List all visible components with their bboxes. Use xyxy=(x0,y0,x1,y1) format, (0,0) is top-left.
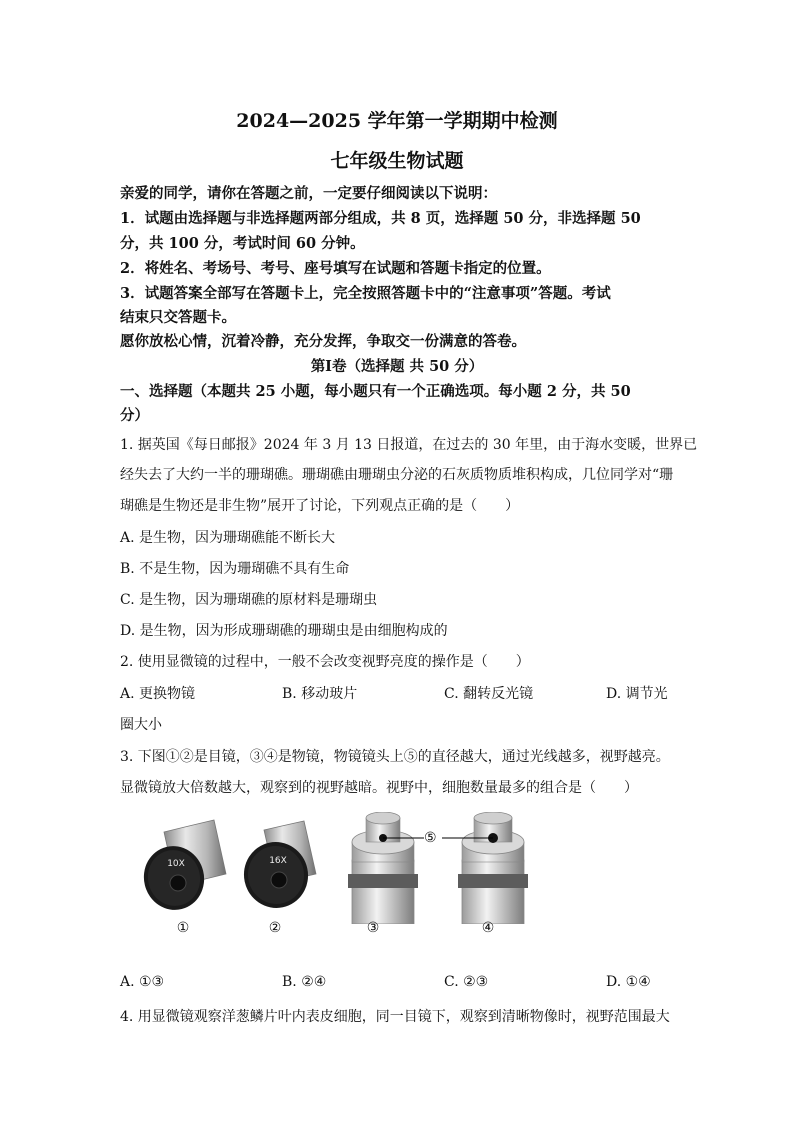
q2-option-d-wrap: 圈大小 xyxy=(120,717,162,733)
q3-option-d: D. ①④ xyxy=(606,974,651,990)
eyepiece-10x xyxy=(137,820,226,916)
q2-stem: 2. 使用显微镜的过程中，一般不会改变视野亮度的操作是（ ） xyxy=(120,654,530,670)
q2-option-d: D. 调节光 xyxy=(606,686,668,702)
q3-option-b: B. ②④ xyxy=(282,974,327,990)
objective-lens-3 xyxy=(348,812,418,924)
exam-title: 2024—2025 学年第一学期期中检测 xyxy=(236,110,558,132)
figure-label-1: ① xyxy=(176,920,190,936)
q1-stem-line2: 经失去了大约一半的珊瑚礁。珊瑚礁由珊瑚虫分泌的石灰质物质堆积构成，几位同学对“珊 xyxy=(120,467,674,483)
instructions-item1-line2: 分，共 100 分，考试时间 60 分钟。 xyxy=(120,235,365,252)
figure-label-4: ④ xyxy=(481,920,495,936)
exam-subtitle: 七年级生物试题 xyxy=(330,150,464,172)
q1-stem-line3: 瑚礁是生物还是非生物”展开了讨论，下列观点正确的是（ ） xyxy=(120,498,520,514)
eyepiece-16x-label: 16X xyxy=(269,856,287,866)
objective-lens-4 xyxy=(458,812,528,924)
eyepiece-16x xyxy=(238,821,316,914)
q1-option-d: D. 是生物，因为形成珊瑚礁的珊瑚虫是由细胞构成的 xyxy=(120,623,448,639)
section-heading-line2: 分） xyxy=(120,407,149,424)
q2-option-b: B. 移动玻片 xyxy=(282,686,358,702)
instructions-item2: 2．将姓名、考场号、考号、座号填写在试题和答题卡指定的位置。 xyxy=(120,260,551,277)
q3-option-c: C. ②③ xyxy=(444,974,489,990)
q1-option-c: C. 是生物，因为珊瑚礁的原材料是珊瑚虫 xyxy=(120,592,378,608)
q1-option-b: B. 不是生物，因为珊瑚礁不具有生命 xyxy=(120,561,350,577)
figure-label-2: ② xyxy=(268,920,282,936)
q1-option-a: A. 是生物，因为珊瑚礁能不断长大 xyxy=(120,530,336,546)
instructions-wish: 愿你放松心情，沉着冷静，充分发挥，争取交一份满意的答卷。 xyxy=(120,333,526,350)
q1-stem-line1: 1. 据英国《每日邮报》2024 年 3 月 13 日报道，在过去的 30 年里，由于海水变暖，世界已 xyxy=(120,437,698,453)
figure-label-3: ③ xyxy=(366,920,380,936)
q3-stem-line2: 显微镜放大倍数越大，观察到的视野越暗。视野中，细胞数量最多的组合是（ ） xyxy=(120,780,638,796)
instructions-item3-line2: 结束只交答题卡。 xyxy=(120,309,236,326)
instructions-greeting: 亲爱的同学，请你在答题之前，一定要仔细阅读以下说明： xyxy=(120,185,497,202)
instructions-item3-line1: 3．试题答案全部写在答题卡上，完全按照答题卡中的“注意事项”答题。考试 xyxy=(120,285,611,302)
eyepiece-10x-label: 10X xyxy=(167,859,185,869)
q4-stem-line1: 4. 用显微镜观察洋葱鳞片叶内表皮细胞，同一目镜下，观察到清晰物像时，视野范围最大 xyxy=(120,1009,670,1025)
part-title: 第Ⅰ卷（选择题 共 50 分） xyxy=(310,358,484,375)
microscope-lenses-figure xyxy=(130,812,550,924)
q2-option-a: A. 更换物镜 xyxy=(120,686,196,702)
callout-label: ⑤ xyxy=(424,830,437,846)
q2-option-c: C. 翻转反光镜 xyxy=(444,686,534,702)
q3-option-a: A. ①③ xyxy=(120,974,165,990)
section-heading-line1: 一、选择题（本题共 25 小题，每小题只有一个正确选项。每小题 2 分，共 50 xyxy=(120,383,631,400)
instructions-item1-line1: 1．试题由选择题与非选择题两部分组成，共 8 页，选择题 50 分，非选择题 50 xyxy=(120,210,641,227)
q3-stem-line1: 3. 下图①②是目镜，③④是物镜，物镜镜头上⑤的直径越大，通过光线越多，视野越亮。 xyxy=(120,749,670,765)
